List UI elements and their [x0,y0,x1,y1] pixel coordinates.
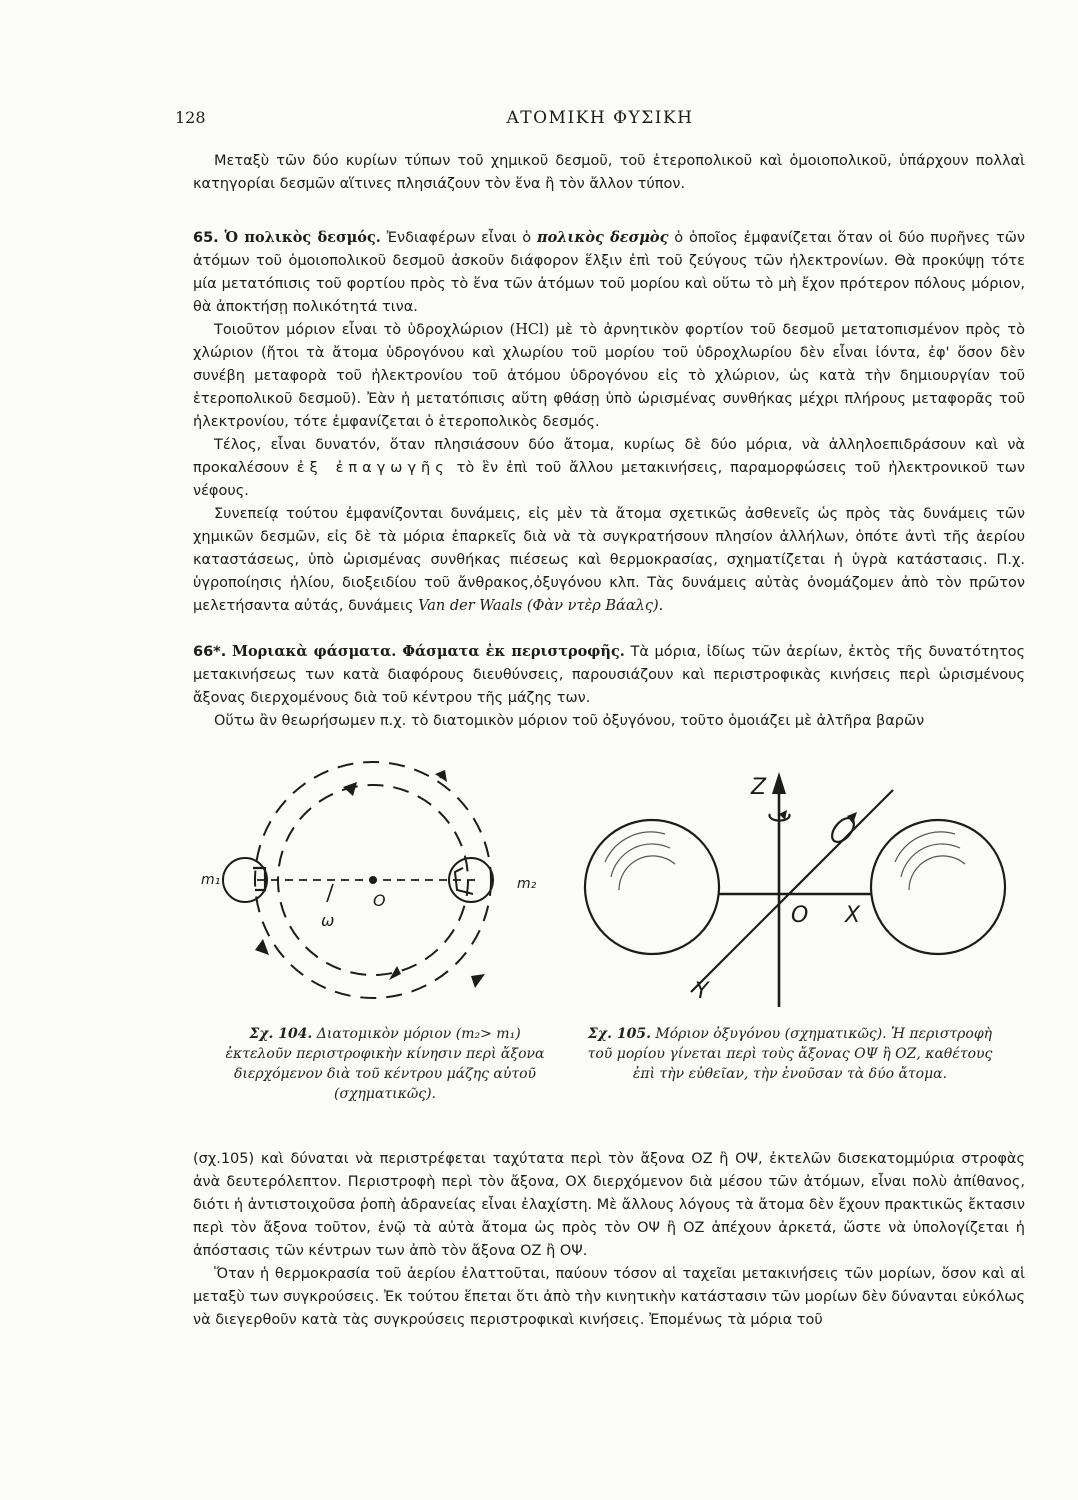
section-66-number: 66*. [193,644,227,660]
page-header [175,108,1025,134]
continuation-paragraph-2: Ὅταν ἡ θερμοκρασία τοῦ ἀερίου ἐλαττοῦται, παύουν τόσον αἱ ταχεῖαι μετακινήσεις τῶν μορίων, ὅσον καὶ αἱ μεταξὺ των συγκρούσεις. Ἐκ τούτου ἕπεται ὅτι ἀπὸ τὴν κινητικὴν κατάστασιν τῶν μορίων δὲν δύνανται εὐκόλως νὰ διεγερθοῦν κατὰ τὰς συγκρούσεις περιστροφικαὶ κινήσεις. Ἐπομένως τὰ μόρια τοῦ [193,1266,1025,1328]
shading-right [909,856,965,890]
shading-left [611,844,670,877]
oxygen-atom-right [871,820,1005,954]
running-title: ΑΤΟΜΙΚΗ ΦΥΣΙΚΗ [506,108,694,128]
intro-block [193,150,1025,196]
m2-bracket [455,868,473,894]
section-65-number: 65. [193,230,219,246]
text-run: Τέλος, εἶναι δυνατόν, ὅταν πλησιάσουν δύο ἄτομα, κυρίως δὲ δύο μόρια, νὰ ἀλληλοεπιδράσουν καὶ νὰ προκαλέσουν [193,437,1025,476]
section-65-paragraph-2 [193,319,1025,434]
section-66-paragraph-1 [193,640,1025,710]
section-65-paragraph-4 [193,503,1025,618]
shading-left [619,856,675,890]
figure-105-label: Σχ. 105. [587,1026,651,1042]
van-der-waals: Van der Waals (Φὰν ντὲρ Βάαλς). [418,598,664,614]
outer-orbit-arrow-bottom [471,974,485,988]
figure-104-diagram [195,752,555,1022]
figure-104-caption [220,1024,550,1104]
text-run: Τοιοῦτον μόριον εἶναι τὸ ὑδροχλώριον [214,322,504,338]
figure-105-caption [580,1024,1000,1084]
spaced-term: ἐξ ἐπαγωγῆς [296,460,449,476]
label-x: X [845,903,861,928]
section-65 [193,226,1025,618]
section-65-paragraph-1 [193,226,1025,319]
label-m1: m₁ [201,872,221,888]
text-run: μὲ τὸ ἀρνητικὸν φορτίον τοῦ δεσμοῦ μετατοπισμένον πρὸς τὸ χλώριον (ἤτοι τὰ ἄτομα ὑδρογόνου καὶ χλωρίου τοῦ μορίου τοῦ ὑδροχλωρίου δὲν εἶναι ἰόντα, ἐφ' ὅσον δὲν συνέβη μεταφορὰ τοῦ ἠλεκτρονίου τοῦ ἀτόμου ὑδρογόνου εἰς τὸ χλώριον, ὡς κατὰ τὴν δημιουργίαν τοῦ ἑτεροπολικοῦ δεσμοῦ). Ἐὰν ἡ μετατόπισις αὕτη φθάσῃ ὑπὸ ὡρισμένας συνθήκας μέχρι πλήρους μεταφορᾶς τοῦ ἠλεκτρονίου, τότε ἐμφανίζεται ὁ ἑτεροπολικὸς δεσμός. [193,322,1025,430]
text-run: Ἐνδιαφέρων εἶναι ὁ [386,230,532,246]
center-of-mass-dot [369,876,377,884]
text-run: Συνεπείᾳ τούτου ἐμφανίζονται δυνάμεις, εἰς μὲν τὰ ἄτομα σχετικῶς ἀσθενεῖς ὡς πρὸς τὰς δυνάμεις τῶν χημικῶν δεσμῶν, εἰς δὲ τὰ μόρια ἐπαρκεῖς διὰ νὰ τὰ συγκρατήσουν πλησίον ἀλλήλων, ὁπότε ἀντὶ τῆς ἀερίου καταστάσεως, ὑπὸ ὡρισμένας συνθήκας πιέσεως καὶ θερμοκρασίας, σχηματίζεται ἡ ὑγρὰ κατάστασις. Π.χ. ὑγροποίησις ἡλίου, διοξειδίου τοῦ ἄνθρακος,ὀξυγόνου κλπ. Τὰς δυνάμεις αὐτὰς ὀνομάζομεν ἀπὸ τὸν πρῶτον μελετήσαντα αὐτάς, δυνάμεις [193,506,1025,614]
continuation-block [193,1148,1025,1332]
intro-paragraph: Μεταξὺ τῶν δύο κυρίων τύπων τοῦ χημικοῦ δεσμοῦ, τοῦ ἑτεροπολικοῦ καὶ ὁμοιοπολικοῦ, ὑπάρχουν πολλαὶ κατηγορίαι δεσμῶν αἵτινες πλησιάζουν τὸν ἕνα ἢ τὸν ἄλλον τύπον. [193,153,1025,192]
section-66-paragraph-2: Οὕτω ἂν θεωρήσωμεν π.χ. τὸ διατομικὸν μόριον τοῦ ὀξυγόνου, τοῦτο ὁμοιάζει μὲ ἀλτῆρα βαρῶν [214,713,925,729]
figure-105-caption-text: Μόριον ὀξυγόνου (σχηματικῶς). Ἡ περιστροφὴ τοῦ μορίου γίνεται περὶ τοὺς ἄξονας ΟΨ ἢ ΟΖ, καθέτους ἐπὶ τὴν εὐθεῖαν, τὴν ἑνοῦσαν τὰ δύο ἄτομα. [587,1026,993,1082]
outer-orbit-arrow-left [255,939,269,955]
figure-104-label: Σχ. 104. [249,1026,313,1042]
figure-105-diagram [575,752,1025,1022]
formula-hcl: (HCl) [509,322,550,338]
label-y: Y [695,979,709,1004]
shading-right [901,844,960,877]
section-65-title: Ὁ πολικὸς δεσμός. [224,229,381,246]
label-m2: m₂ [517,876,537,892]
omega-pointer [327,884,333,902]
section-66 [193,640,1025,733]
label-o: O [791,903,809,928]
text-run: Τὰ μόρια, ἰδίως τῶν ἀερίων, ἐκτὸς τῆς δυνατότητος μετακινήσεως των κατὰ διαφόρους διευθύνσεις, παρουσιάζουν καὶ περιστροφικὰς κινήσεις περὶ ὡρισμένους ἄξονας διερχομένους διὰ τοῦ κέντρου τῆς μάζης των. [193,644,1025,706]
term-polikos-desmos: πολικὸς δεσμὸς [536,229,669,246]
section-66-title: Μοριακὰ φάσματα. Φάσματα ἐκ περιστροφῆς. [231,643,625,660]
section-65-paragraph-3 [193,434,1025,503]
label-omega: ω [321,911,335,930]
y-axis [691,790,893,992]
text-run: ὁ ὁποῖος ἐμφανίζεται ὅταν οἱ δύο πυρῆνες τῶν ἀτόμων τοῦ ὁμοιοπολικοῦ δεσμοῦ ἀσκοῦν διάφορον ἕλξιν ἐπὶ τοῦ ζεύγους τῶν ἠλεκτρονίων. Θὰ προκύψῃ τότε μία μετατόπισις τοῦ φορτίου πρὸς τὸ ἕνα τῶν ἀτόμων τοῦ μορίου καὶ οὕτω τὸ μὴ ἔχον πρότερον πόλους μόριον, θὰ ἀποκτήσῃ πολικότητά τινα. [193,230,1025,315]
continuation-paragraph-1: (σχ.105) καὶ δύναται νὰ περιστρέφεται ταχύτατα περὶ τὸν ἄξονα ΟΖ ἢ ΟΨ, ἐκτελῶν δισεκατομμύρια στροφὰς ἀνὰ δευτερόλεπτον. Περιστροφὴ περὶ τὸν ἄξονα, ΟΧ διερχόμενον διὰ μέσου τῶν ἀτόμων, εἶναι πολὺ ἀπίθανος, διότι ἡ ἀντιστοιχοῦσα ῥοπὴ ἀδρανείας εἶναι ἐλαχίστη. Μὲ ἄλλους λόγους τὰ ἄτομα δὲν ἔχουν πρακτικῶς ἔκτασιν περὶ τὸν ἄξονα τοῦτον, ἐνῷ τὰ αὐτὰ ἄτομα ὡς πρὸς τὸν ΟΨ ἢ ΟΖ ἀπέχουν ἀρκετά, ὥστε νὰ ὑπολογίζεται ἡ ἀπόστασις τῶν κέντρων των ἀπὸ τὸν ἄξονα ΟΖ ἢ ΟΨ. [193,1151,1025,1259]
figure-104-caption-text: Διατομικὸν μόριον (m₂> m₁) ἐκτελοῦν περιστροφικὴν κίνησιν περὶ ἄξονα διερχόμενον διὰ τοῦ κέντρου μάζης αὐτοῦ (σχηματικῶς). [225,1026,545,1102]
label-center-o: O [373,891,386,910]
outer-orbit-arrow-top [435,770,447,782]
text-run: τὸ ἓν ἐπὶ τοῦ ἄλλου μετακινήσεις, παραμορφώσεις τοῦ ἠλεκτρονικοῦ των νέφους. [193,460,1025,499]
oxygen-atom-left [585,820,719,954]
y-rotation-arrowhead [847,812,857,824]
page-number: 128 [175,108,206,127]
z-axis-arrowhead [772,772,786,794]
label-z: Z [751,775,767,800]
